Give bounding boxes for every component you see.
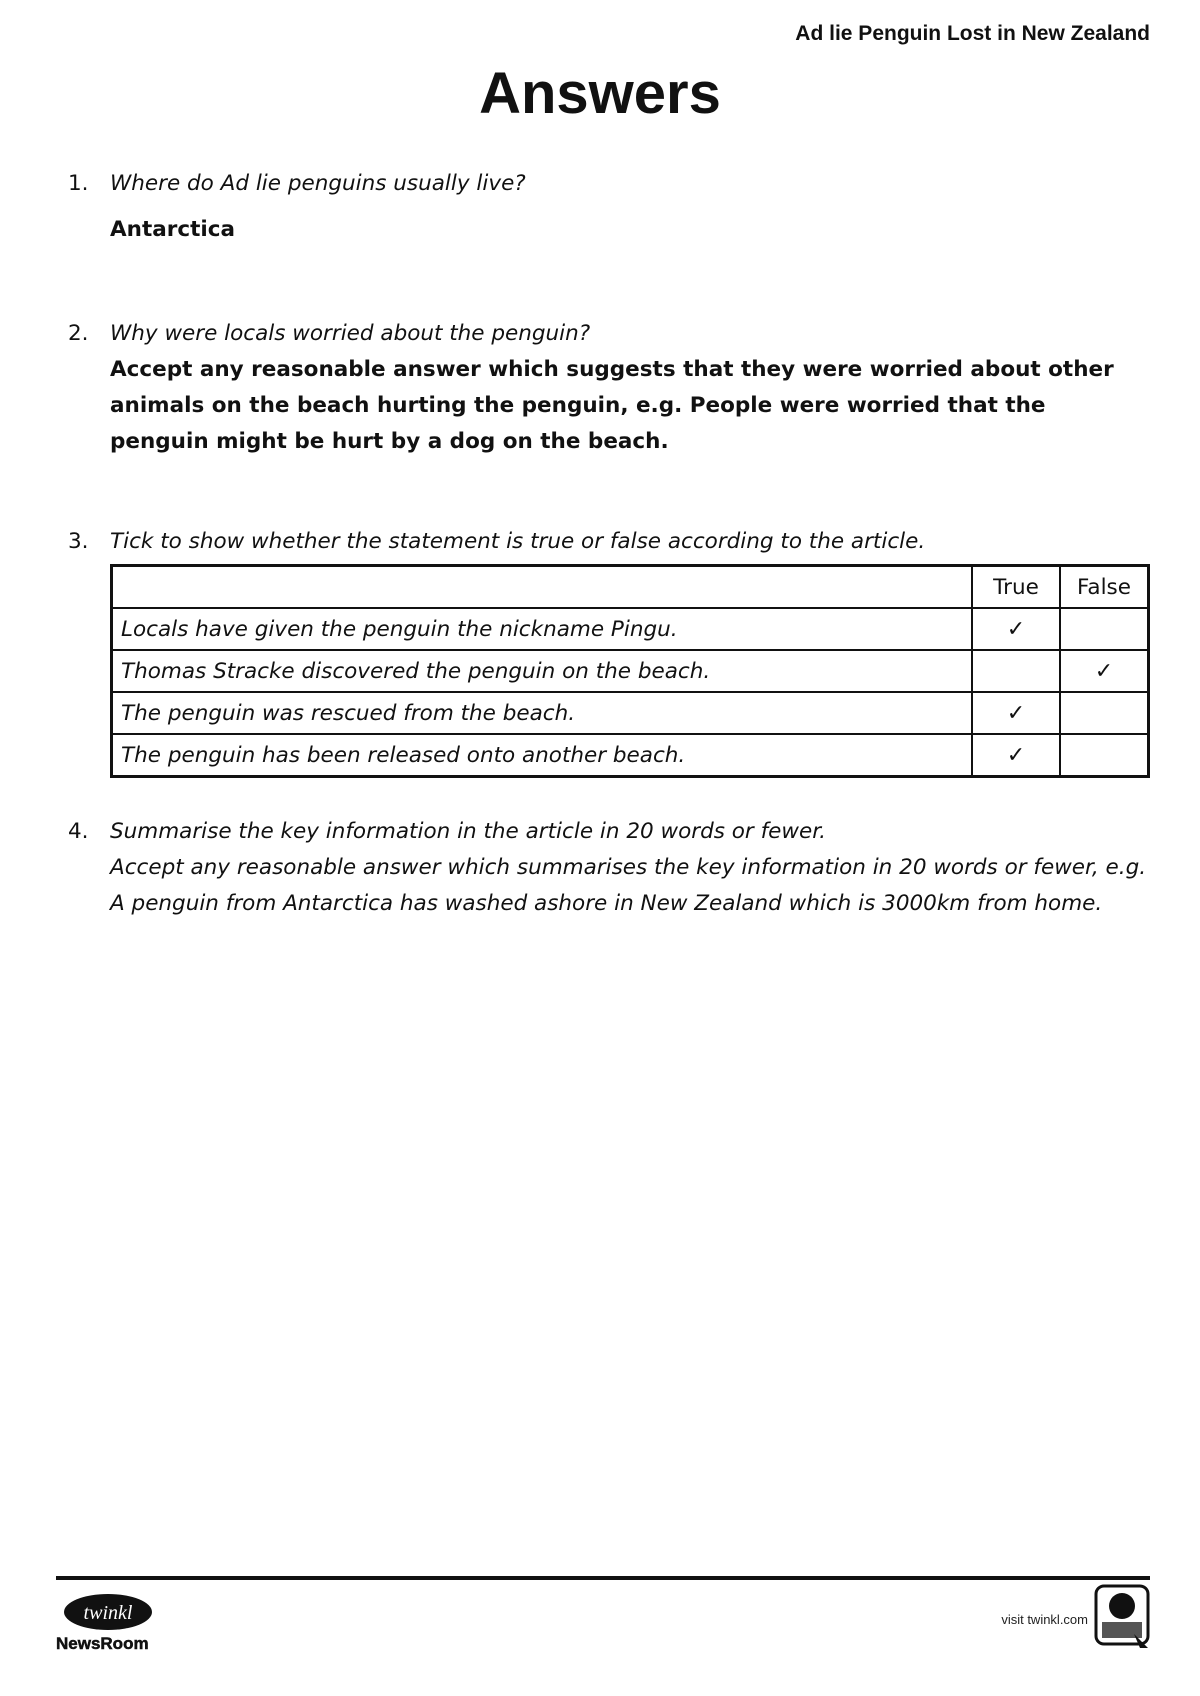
question-number: 2. <box>68 321 89 346</box>
table-header-statement <box>112 566 973 609</box>
table-header-false: False <box>1060 566 1149 609</box>
question-4 <box>68 814 1148 922</box>
false-tick-cell: ✓ <box>1060 650 1149 692</box>
true-tick-cell: ✓ <box>972 734 1060 777</box>
answer-text: Accept any reasonable answer which suggests that they were worried about other animals on the beach hurting the penguin, e.g. People were worried that the penguin might be hurt by a dog on the beach. <box>110 357 1114 454</box>
table-header-true: True <box>972 566 1060 609</box>
statement-cell: Thomas Stracke discovered the penguin on the beach. <box>112 650 973 692</box>
table-header-row <box>112 566 1149 609</box>
true-tick-cell: ✓ <box>972 608 1060 650</box>
question-number: 3. <box>68 529 89 554</box>
twinkl-newsroom-logo <box>56 1592 171 1654</box>
footer-divider <box>56 1576 1150 1580</box>
statement-cell: The penguin was rescued from the beach. <box>112 692 973 734</box>
false-tick-cell <box>1060 734 1149 777</box>
logo-text-bottom: NewsRoom <box>56 1634 149 1653</box>
question-text: Summarise the key information in the article in 20 words or fewer. <box>110 819 826 844</box>
logo-text-top: twinkl <box>83 1602 133 1624</box>
header-title: Ad lie Penguin Lost in New Zealand <box>795 22 1150 45</box>
question-text: Why were locals worried about the penguin? <box>110 321 591 346</box>
true-tick-cell: ✓ <box>972 692 1060 734</box>
table-row <box>112 608 1149 650</box>
true-tick-cell <box>972 650 1060 692</box>
true-false-table <box>110 564 1150 778</box>
answer-text: Antarctica <box>110 217 235 242</box>
answer-text: Accept any reasonable answer which summarises the key information in 20 words or fewer, e.g. A penguin from Antarctica has washed ashore in New Zealand which is 3000km from home. <box>110 855 1147 916</box>
visit-link[interactable]: visit twinkl.com <box>1001 1612 1088 1627</box>
table-row <box>112 650 1149 692</box>
false-tick-cell <box>1060 692 1149 734</box>
false-tick-cell <box>1060 608 1149 650</box>
statement-cell: The penguin has been released onto another beach. <box>112 734 973 777</box>
question-number: 1. <box>68 171 89 196</box>
question-text: Where do Ad lie penguins usually live? <box>110 171 526 196</box>
quality-badge-icon <box>1094 1584 1150 1650</box>
table-row <box>112 734 1149 777</box>
question-3 <box>68 524 1148 560</box>
page-title: Answers <box>479 61 721 126</box>
question-text: Tick to show whether the statement is true or false according to the article. <box>110 529 926 554</box>
table-row <box>112 692 1149 734</box>
statement-cell: Locals have given the penguin the nickname Pingu. <box>112 608 973 650</box>
question-number: 4. <box>68 819 89 844</box>
question-2 <box>68 316 1148 460</box>
question-1 <box>68 166 1148 248</box>
